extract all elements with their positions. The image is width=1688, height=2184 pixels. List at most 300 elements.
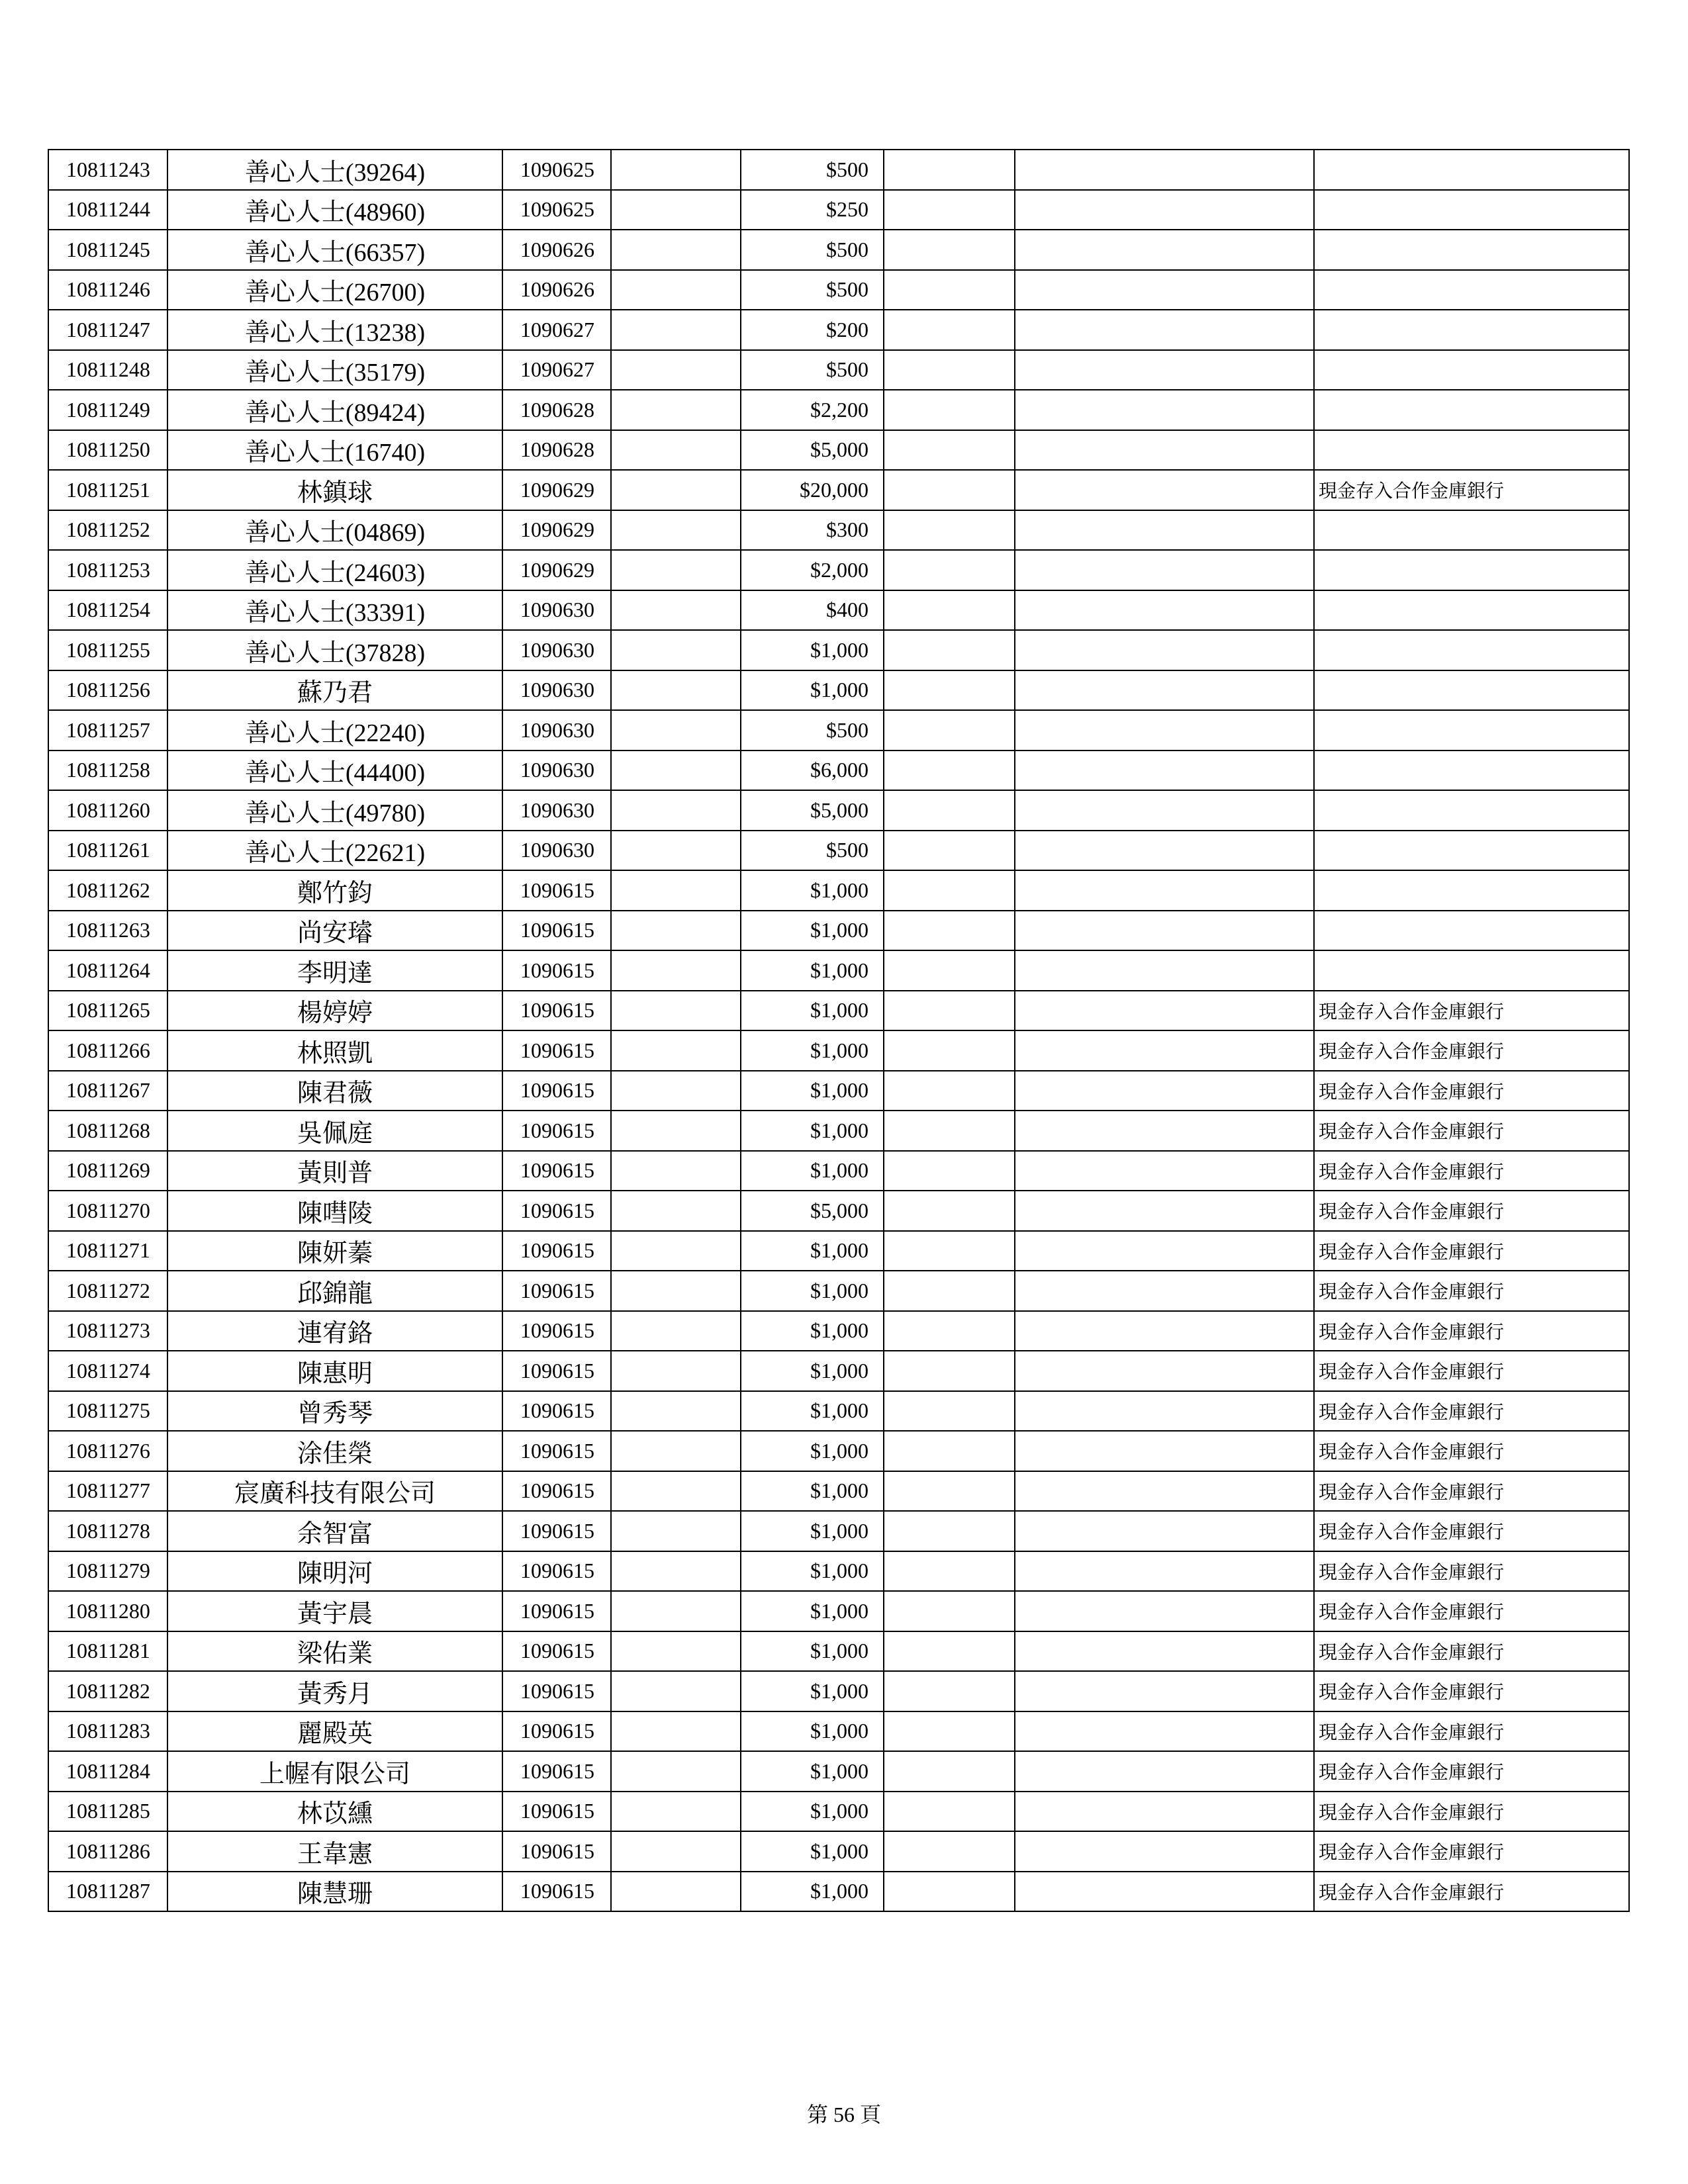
donor-name-cell: 黃宇晨 — [167, 1591, 502, 1631]
donor-name-cell: 楊婷婷 — [167, 991, 502, 1031]
empty-cell — [1015, 1792, 1314, 1832]
table-row — [48, 1551, 1629, 1592]
table-row — [48, 1591, 1629, 1631]
date-cell: 1090628 — [502, 430, 611, 471]
amount-cell: $500 — [741, 710, 884, 751]
empty-cell — [611, 1671, 741, 1711]
empty-cell — [884, 1792, 1015, 1832]
date-cell: 1090615 — [502, 1831, 611, 1872]
amount-cell: $1,000 — [741, 1351, 884, 1391]
empty-cell — [884, 350, 1015, 390]
empty-cell — [1015, 950, 1314, 991]
empty-cell — [611, 710, 741, 751]
note-cell — [1314, 710, 1629, 751]
note-cell — [1314, 831, 1629, 871]
empty-cell — [1015, 270, 1314, 310]
table-row — [48, 630, 1629, 670]
empty-cell — [884, 991, 1015, 1031]
donor-name-cell: 陳妍蓁 — [167, 1231, 502, 1271]
receipt-number-cell: 10811243 — [48, 150, 167, 190]
date-cell: 1090615 — [502, 1071, 611, 1111]
table-row — [48, 790, 1629, 831]
donor-name-cell: 陳慧珊 — [167, 1872, 502, 1912]
empty-cell — [884, 150, 1015, 190]
table-row — [48, 751, 1629, 791]
date-cell: 1090626 — [502, 230, 611, 270]
table-row — [48, 270, 1629, 310]
receipt-number-cell: 10811279 — [48, 1551, 167, 1592]
empty-cell — [884, 751, 1015, 791]
donor-name-cell: 善心人士(13238) — [167, 310, 502, 350]
note-cell: 現金存入合作金庫銀行 — [1314, 1231, 1629, 1271]
date-cell: 1090625 — [502, 150, 611, 190]
date-cell: 1090615 — [502, 1711, 611, 1752]
empty-cell — [611, 470, 741, 510]
amount-cell: $1,000 — [741, 1271, 884, 1311]
table-row — [48, 1511, 1629, 1551]
note-cell — [1314, 751, 1629, 791]
donor-name-cell: 鄭竹鈞 — [167, 870, 502, 911]
donor-name-cell: 善心人士(48960) — [167, 190, 502, 230]
empty-cell — [611, 630, 741, 670]
amount-cell: $1,000 — [741, 870, 884, 911]
receipt-number-cell: 10811265 — [48, 991, 167, 1031]
empty-cell — [884, 1271, 1015, 1311]
date-cell: 1090630 — [502, 710, 611, 751]
donor-name-cell: 黃秀月 — [167, 1671, 502, 1711]
empty-cell — [611, 1271, 741, 1311]
empty-cell — [1015, 1751, 1314, 1792]
donor-name-cell: 麗殿英 — [167, 1711, 502, 1752]
amount-cell: $1,000 — [741, 991, 884, 1031]
date-cell: 1090630 — [502, 670, 611, 711]
empty-cell — [611, 1591, 741, 1631]
empty-cell — [611, 1551, 741, 1592]
page-number: 第 56 頁 — [806, 2103, 881, 2126]
donor-name-cell: 蘇乃君 — [167, 670, 502, 711]
date-cell: 1090627 — [502, 310, 611, 350]
empty-cell — [611, 1151, 741, 1191]
empty-cell — [611, 1351, 741, 1391]
donor-name-cell: 善心人士(44400) — [167, 751, 502, 791]
amount-cell: $500 — [741, 831, 884, 871]
receipt-number-cell: 10811263 — [48, 911, 167, 951]
donor-name-cell: 吳佩庭 — [167, 1111, 502, 1151]
donor-name-cell: 連宥鉻 — [167, 1311, 502, 1351]
empty-cell — [1015, 190, 1314, 230]
empty-cell — [611, 991, 741, 1031]
empty-cell — [611, 1471, 741, 1512]
empty-cell — [1015, 1191, 1314, 1231]
note-cell: 現金存入合作金庫銀行 — [1314, 1831, 1629, 1872]
table-row — [48, 390, 1629, 430]
amount-cell: $5,000 — [741, 1191, 884, 1231]
empty-cell — [1015, 550, 1314, 590]
amount-cell: $300 — [741, 510, 884, 551]
receipt-number-cell: 10811273 — [48, 1311, 167, 1351]
note-cell: 現金存入合作金庫銀行 — [1314, 1511, 1629, 1551]
amount-cell: $1,000 — [741, 1872, 884, 1912]
note-cell — [1314, 590, 1629, 631]
table-row — [48, 1751, 1629, 1792]
table-row — [48, 150, 1629, 190]
receipt-number-cell: 10811270 — [48, 1191, 167, 1231]
note-cell: 現金存入合作金庫銀行 — [1314, 1471, 1629, 1512]
date-cell: 1090615 — [502, 1431, 611, 1471]
empty-cell — [611, 1431, 741, 1471]
empty-cell — [611, 430, 741, 471]
table-row — [48, 190, 1629, 230]
receipt-number-cell: 10811260 — [48, 790, 167, 831]
donor-name-cell: 善心人士(66357) — [167, 230, 502, 270]
amount-cell: $1,000 — [741, 1751, 884, 1792]
amount-cell: $1,000 — [741, 1511, 884, 1551]
receipt-number-cell: 10811275 — [48, 1391, 167, 1432]
receipt-number-cell: 10811284 — [48, 1751, 167, 1792]
empty-cell — [884, 1391, 1015, 1432]
receipt-number-cell: 10811252 — [48, 510, 167, 551]
empty-cell — [611, 270, 741, 310]
empty-cell — [884, 270, 1015, 310]
receipt-number-cell: 10811262 — [48, 870, 167, 911]
donor-name-cell: 黃則普 — [167, 1151, 502, 1191]
empty-cell — [1015, 1071, 1314, 1111]
amount-cell: $500 — [741, 150, 884, 190]
empty-cell — [611, 390, 741, 430]
receipt-number-cell: 10811277 — [48, 1471, 167, 1512]
date-cell: 1090615 — [502, 1792, 611, 1832]
receipt-number-cell: 10811264 — [48, 950, 167, 991]
receipt-number-cell: 10811245 — [48, 230, 167, 270]
receipt-number-cell: 10811249 — [48, 390, 167, 430]
empty-cell — [611, 510, 741, 551]
amount-cell: $2,200 — [741, 390, 884, 430]
date-cell: 1090615 — [502, 870, 611, 911]
table-row — [48, 1071, 1629, 1111]
table-row — [48, 991, 1629, 1031]
empty-cell — [884, 230, 1015, 270]
empty-cell — [884, 1591, 1015, 1631]
empty-cell — [1015, 1551, 1314, 1592]
empty-cell — [884, 790, 1015, 831]
empty-cell — [611, 751, 741, 791]
note-cell: 現金存入合作金庫銀行 — [1314, 1431, 1629, 1471]
note-cell: 現金存入合作金庫銀行 — [1314, 1551, 1629, 1592]
receipt-number-cell: 10811258 — [48, 751, 167, 791]
date-cell: 1090630 — [502, 590, 611, 631]
amount-cell: $1,000 — [741, 1231, 884, 1271]
empty-cell — [611, 1831, 741, 1872]
note-cell: 現金存入合作金庫銀行 — [1314, 991, 1629, 1031]
empty-cell — [884, 1671, 1015, 1711]
note-cell: 現金存入合作金庫銀行 — [1314, 1351, 1629, 1391]
empty-cell — [611, 230, 741, 270]
empty-cell — [611, 1311, 741, 1351]
receipt-number-cell: 10811244 — [48, 190, 167, 230]
empty-cell — [884, 1711, 1015, 1752]
empty-cell — [884, 510, 1015, 551]
donor-name-cell: 宸廣科技有限公司 — [167, 1471, 502, 1512]
note-cell — [1314, 390, 1629, 430]
table-row — [48, 1831, 1629, 1872]
empty-cell — [611, 1511, 741, 1551]
receipt-number-cell: 10811253 — [48, 550, 167, 590]
empty-cell — [1015, 1151, 1314, 1191]
table-row — [48, 1431, 1629, 1471]
note-cell: 現金存入合作金庫銀行 — [1314, 1872, 1629, 1912]
receipt-number-cell: 10811283 — [48, 1711, 167, 1752]
receipt-number-cell: 10811274 — [48, 1351, 167, 1391]
date-cell: 1090627 — [502, 350, 611, 390]
receipt-number-cell: 10811261 — [48, 831, 167, 871]
date-cell: 1090629 — [502, 550, 611, 590]
empty-cell — [1015, 470, 1314, 510]
donor-name-cell: 陳君薇 — [167, 1071, 502, 1111]
empty-cell — [884, 470, 1015, 510]
empty-cell — [884, 1551, 1015, 1592]
empty-cell — [1015, 710, 1314, 751]
donor-name-cell: 善心人士(33391) — [167, 590, 502, 631]
empty-cell — [1015, 630, 1314, 670]
table-row — [48, 950, 1629, 991]
empty-cell — [611, 790, 741, 831]
amount-cell: $1,000 — [741, 1071, 884, 1111]
empty-cell — [611, 1872, 741, 1912]
note-cell: 現金存入合作金庫銀行 — [1314, 1751, 1629, 1792]
table-row — [48, 1792, 1629, 1832]
date-cell: 1090630 — [502, 831, 611, 871]
note-cell: 現金存入合作金庫銀行 — [1314, 1071, 1629, 1111]
amount-cell: $1,000 — [741, 1431, 884, 1471]
donation-table — [48, 149, 1630, 1912]
table-row — [48, 1872, 1629, 1912]
empty-cell — [884, 670, 1015, 711]
table-row — [48, 1471, 1629, 1512]
amount-cell: $1,000 — [741, 1711, 884, 1752]
note-cell — [1314, 230, 1629, 270]
date-cell: 1090615 — [502, 1351, 611, 1391]
date-cell: 1090615 — [502, 1271, 611, 1311]
amount-cell: $2,000 — [741, 550, 884, 590]
receipt-number-cell: 10811285 — [48, 1792, 167, 1832]
note-cell — [1314, 350, 1629, 390]
date-cell: 1090615 — [502, 1471, 611, 1512]
empty-cell — [884, 310, 1015, 350]
receipt-number-cell: 10811278 — [48, 1511, 167, 1551]
empty-cell — [1015, 1231, 1314, 1271]
date-cell: 1090615 — [502, 950, 611, 991]
empty-cell — [611, 1751, 741, 1792]
receipt-number-cell: 10811276 — [48, 1431, 167, 1471]
donor-name-cell: 梁佑業 — [167, 1631, 502, 1672]
empty-cell — [611, 911, 741, 951]
empty-cell — [611, 590, 741, 631]
empty-cell — [1015, 1711, 1314, 1752]
empty-cell — [884, 1751, 1015, 1792]
empty-cell — [611, 150, 741, 190]
amount-cell: $1,000 — [741, 1030, 884, 1071]
donor-name-cell: 林鎮球 — [167, 470, 502, 510]
note-cell: 現金存入合作金庫銀行 — [1314, 1030, 1629, 1071]
empty-cell — [611, 950, 741, 991]
empty-cell — [884, 1231, 1015, 1271]
empty-cell — [1015, 870, 1314, 911]
note-cell — [1314, 630, 1629, 670]
receipt-number-cell: 10811248 — [48, 350, 167, 390]
table-row — [48, 1030, 1629, 1071]
donor-name-cell: 陳嘒陵 — [167, 1191, 502, 1231]
empty-cell — [1015, 1351, 1314, 1391]
date-cell: 1090630 — [502, 751, 611, 791]
empty-cell — [611, 1030, 741, 1071]
note-cell — [1314, 870, 1629, 911]
empty-cell — [1015, 1631, 1314, 1672]
note-cell: 現金存入合作金庫銀行 — [1314, 1591, 1629, 1631]
empty-cell — [884, 1071, 1015, 1111]
date-cell: 1090615 — [502, 1391, 611, 1432]
empty-cell — [1015, 510, 1314, 551]
note-cell — [1314, 790, 1629, 831]
note-cell: 現金存入合作金庫銀行 — [1314, 1151, 1629, 1191]
table-row — [48, 470, 1629, 510]
note-cell: 現金存入合作金庫銀行 — [1314, 1631, 1629, 1672]
table-body — [48, 150, 1629, 1911]
empty-cell — [884, 950, 1015, 991]
amount-cell: $1,000 — [741, 950, 884, 991]
empty-cell — [1015, 1311, 1314, 1351]
donor-name-cell: 善心人士(35179) — [167, 350, 502, 390]
receipt-number-cell: 10811247 — [48, 310, 167, 350]
date-cell: 1090615 — [502, 1751, 611, 1792]
donor-name-cell: 李明達 — [167, 950, 502, 991]
amount-cell: $500 — [741, 350, 884, 390]
empty-cell — [611, 190, 741, 230]
table-row — [48, 1391, 1629, 1432]
note-cell: 現金存入合作金庫銀行 — [1314, 1311, 1629, 1351]
empty-cell — [1015, 1471, 1314, 1512]
date-cell: 1090615 — [502, 1631, 611, 1672]
empty-cell — [611, 1191, 741, 1231]
amount-cell: $1,000 — [741, 911, 884, 951]
empty-cell — [884, 1831, 1015, 1872]
receipt-number-cell: 10811267 — [48, 1071, 167, 1111]
amount-cell: $20,000 — [741, 470, 884, 510]
receipt-number-cell: 10811286 — [48, 1831, 167, 1872]
donor-name-cell: 林苡纁 — [167, 1792, 502, 1832]
date-cell: 1090615 — [502, 911, 611, 951]
amount-cell: $1,000 — [741, 1591, 884, 1631]
empty-cell — [884, 1631, 1015, 1672]
amount-cell: $1,000 — [741, 1391, 884, 1432]
date-cell: 1090615 — [502, 1591, 611, 1631]
empty-cell — [611, 1231, 741, 1271]
empty-cell — [611, 1792, 741, 1832]
donor-name-cell: 善心人士(24603) — [167, 550, 502, 590]
date-cell: 1090615 — [502, 1111, 611, 1151]
empty-cell — [884, 1471, 1015, 1512]
empty-cell — [1015, 310, 1314, 350]
table-row — [48, 350, 1629, 390]
empty-cell — [884, 190, 1015, 230]
donor-name-cell: 善心人士(37828) — [167, 630, 502, 670]
receipt-number-cell: 10811282 — [48, 1671, 167, 1711]
note-cell: 現金存入合作金庫銀行 — [1314, 1271, 1629, 1311]
note-cell — [1314, 510, 1629, 551]
empty-cell — [611, 870, 741, 911]
table-row — [48, 831, 1629, 871]
donor-name-cell: 尚安璿 — [167, 911, 502, 951]
empty-cell — [884, 1511, 1015, 1551]
donor-name-cell: 曾秀琴 — [167, 1391, 502, 1432]
table-row — [48, 1351, 1629, 1391]
amount-cell: $1,000 — [741, 1671, 884, 1711]
receipt-number-cell: 10811272 — [48, 1271, 167, 1311]
donor-name-cell: 善心人士(22621) — [167, 831, 502, 871]
date-cell: 1090615 — [502, 1551, 611, 1592]
empty-cell — [1015, 1030, 1314, 1071]
empty-cell — [611, 1391, 741, 1432]
date-cell: 1090630 — [502, 790, 611, 831]
date-cell: 1090615 — [502, 1511, 611, 1551]
empty-cell — [884, 911, 1015, 951]
empty-cell — [1015, 1671, 1314, 1711]
empty-cell — [1015, 1591, 1314, 1631]
date-cell: 1090629 — [502, 470, 611, 510]
empty-cell — [1015, 150, 1314, 190]
amount-cell: $500 — [741, 270, 884, 310]
table-row — [48, 1311, 1629, 1351]
table-row — [48, 1111, 1629, 1151]
empty-cell — [1015, 230, 1314, 270]
empty-cell — [884, 590, 1015, 631]
date-cell: 1090615 — [502, 991, 611, 1031]
empty-cell — [611, 831, 741, 871]
note-cell — [1314, 310, 1629, 350]
table-row — [48, 1671, 1629, 1711]
date-cell: 1090625 — [502, 190, 611, 230]
amount-cell: $1,000 — [741, 1311, 884, 1351]
empty-cell — [611, 1631, 741, 1672]
note-cell — [1314, 190, 1629, 230]
empty-cell — [1015, 991, 1314, 1031]
empty-cell — [1015, 911, 1314, 951]
amount-cell: $1,000 — [741, 1111, 884, 1151]
empty-cell — [1015, 1111, 1314, 1151]
empty-cell — [1015, 390, 1314, 430]
donor-name-cell: 上幄有限公司 — [167, 1751, 502, 1792]
table-row — [48, 870, 1629, 911]
table-row — [48, 1151, 1629, 1191]
table-row — [48, 550, 1629, 590]
donor-name-cell: 陳惠明 — [167, 1351, 502, 1391]
amount-cell: $5,000 — [741, 430, 884, 471]
date-cell: 1090615 — [502, 1030, 611, 1071]
amount-cell: $1,000 — [741, 1471, 884, 1512]
donor-name-cell: 善心人士(89424) — [167, 390, 502, 430]
amount-cell: $250 — [741, 190, 884, 230]
table-row — [48, 1711, 1629, 1752]
note-cell: 現金存入合作金庫銀行 — [1314, 1671, 1629, 1711]
empty-cell — [611, 550, 741, 590]
empty-cell — [611, 1711, 741, 1752]
table-row — [48, 230, 1629, 270]
receipt-number-cell: 10811255 — [48, 630, 167, 670]
receipt-number-cell: 10811250 — [48, 430, 167, 471]
donor-name-cell: 善心人士(49780) — [167, 790, 502, 831]
empty-cell — [1015, 1872, 1314, 1912]
empty-cell — [884, 550, 1015, 590]
donor-name-cell: 善心人士(26700) — [167, 270, 502, 310]
